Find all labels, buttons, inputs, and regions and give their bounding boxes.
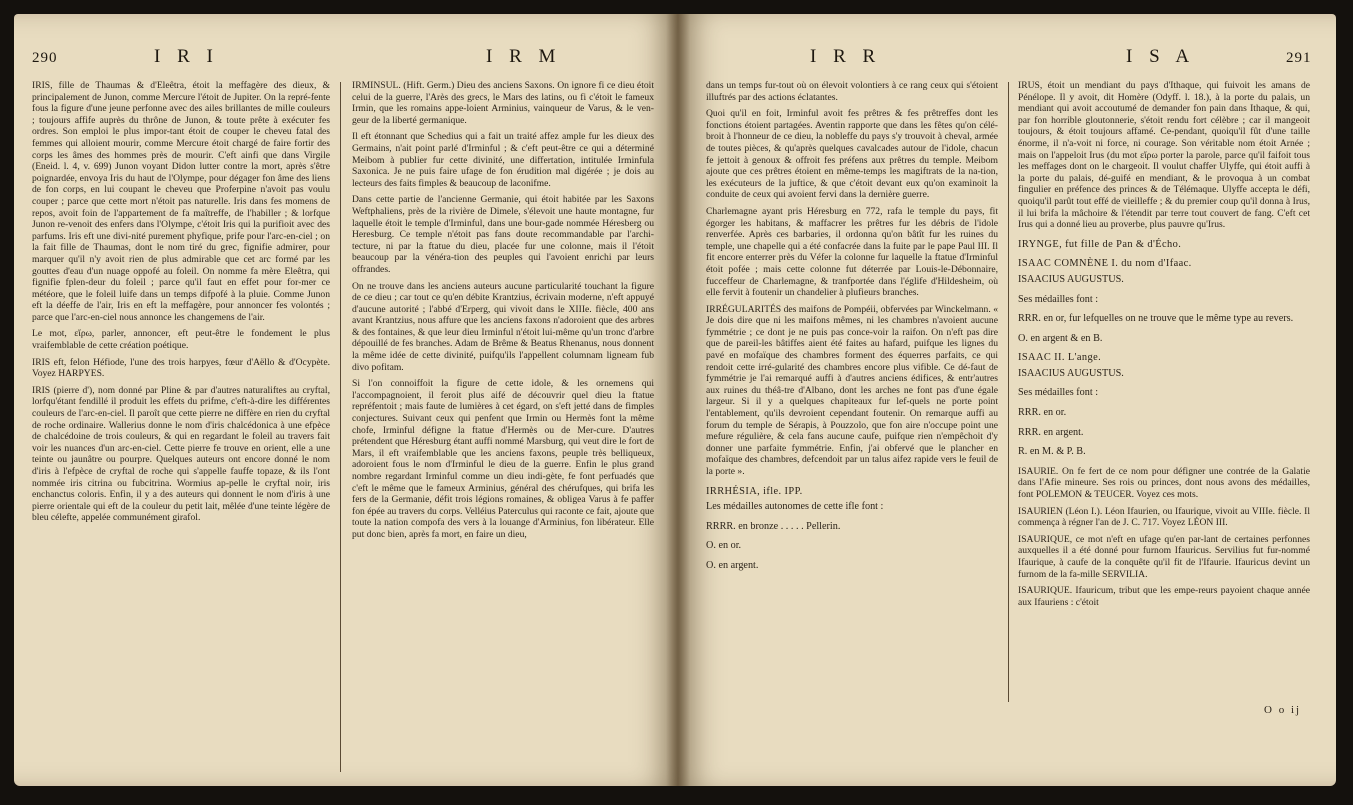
running-head-right-2: I S A xyxy=(1126,46,1196,67)
paragraph-irminsul-4: On ne trouve dans les anciens auteurs aucune particularité touchant la figure de ce dieu ; car tout ce qu'en débite Krantzius, écrivain moderne, n'eft appuyé d'aucune autorité ; l'abbé d'Erperg, qui vivoit dans le XIIIe. fiècle, 400 ans avant Krantzius, nous affure que les anciens faxons n'adoroient que des arbres & des fontaines, & que leur dieu Irminful n'étoit lui-même qu'un tronc d'arbre dépouillé de fes branches. Adam de Brême & Beatus Rhenanus, nous donnent la même idée de cette divinité, puifqu'ils l'appellent columnam ligneam fub divo pofitam. xyxy=(352,280,654,373)
entry-irrhesia: IRRHÉSIA, ifle. IPP. xyxy=(706,485,803,497)
paragraph-irminsul-3: Dans cette partie de l'ancienne Germanie, qui étoit habitée par les Saxons Weftphaliens, près de la rivière de Dimele, s'élevoit une haute montagne, fur laquelle étoit le temple d'Irminful, dans une bour-gade nommée Héresberg ou Heresburg. Ce temple n'étoit pas fans doute recommandable par l'archi-tecture, ni par la ftatue du dieu, placée fur une colonne, mais il l'étoit beaucoup par la vénéra-tion des peuples qui l'avoient enrichi par leurs offrandes. xyxy=(352,194,654,275)
isaac-medals-1-gold: RRR. en or, fur lefquelles on ne trouve que le même type au revers. xyxy=(1018,313,1294,325)
right-column-2 xyxy=(1018,80,1310,613)
entry-isaac-comnene: ISAAC COMNÈNE I. du nom d'Ifaac. xyxy=(1018,258,1192,270)
entry-iris-etymology: Le mot, εἴρω, parler, annoncer, eft peut-être le fondement le plus vraifemblable de cette création poétique. xyxy=(32,328,330,352)
irrhesia-medal-gold: O. en or. xyxy=(706,540,742,552)
irrhesia-medal-bronze: RRRR. en bronze . . . . . Pellerin. xyxy=(706,520,841,532)
entry-iris: IRIS, fille de Thaumas & d'Eleêtra, étoit la meffagère des dieux, & principalement de Junon, comme Mercure l'étoit de Jupiter. On la repré-fente fous la figure d'une jeune perfonne avec des ailes brillantes de mille couleurs ; toujours affife auprès du thrône de Junon, & toute prête à exécuter fes ordres. Son emploi le plus impor-tant étoit de couper le cheveu fatal des femmes qui alloient mourir, comme Mercure étoit chargé de faire fortir des corps les âmes des hommes près de mourir. C'eft ainfi que dans Virgile (Eneid. l. 4, v. 699) Junon voyant Didon lutter contre la mort, après s'être poignardée, envoya Iris du haut de l'Olympe, pour dégager fon âme des liens de fon corps, en lui coupant le cheveu que Proferpine n'avoit pas voulu couper ; parce que cette mort n'étoit pas naturelle. Iris dans fes momens de repos, avoit foin de l'appartement de fa maîtreffe, de l'habiller ; & lorfque Junon re-venoit des enfers dans l'Olympe, c'étoit Iris qui la purifioit avec des parfums. Iris eft une divi-nité purement phyfique, prife pour l'arc-en-ciel ; on la fait fille de Thaumas, dont le nom tiré du grec, fignifie admirer, pour marquer qu'il n'y avoit rien de plus admirable que cet arc formé par les gouttes d'eau d'un nuage oppofé au foleil. On nomme fa mère Eleêtra, qui fignifie fplen-deur du foleil ; parce qu'il faut en effet pour for-mer ce météore, que le foleil luife dans un temps difpofé à la pluie. Comme Junon eft la déeffe de l'air, Iris en eft la meffagère, pour annoncer fes volontés ; parce que l'arc-en-ciel nous annonce les changemens de l'air. xyxy=(32,80,330,323)
entry-irus: IRUS, étoit un mendiant du pays d'Ithaque, qui fuivoit les amans de Pénélope. Il y avoit, dit Homère (Odyff. l. 18.), à la porte du palais, un mendiant qui avoit accoutumé de demander fon pain dans Ithaque, & qui, par fon horrible gloutonnerie, s'étoit rendu fort célèbre ; car il mangeoit toujours, & étoit toujours affamé. Ce-pendant, quoiqu'il fût d'une taille énorme, il n'a-voit ni force, ni courage. Son véritable nom étoit Arnée ; mais on l'appeloit Irus (du mot εἴρω porter la parole, parce qu'il faifoit tous les meffages dont on le chargeoit. Il voulut chaffer Ulyffe, qui étoit auffi à la porte du palais, dé-guifé en mendiant, & le provoqua à un combat fingulier en préfence des princes & de Télémaque. Ulyffe accepta le défi, quoiqu'il parût tout effé de vieilleffe ; & du premier coup qu'il donna à Irus, il lui brifa la mâchoire & l'étendit par terre tout couvert de fang. C'eft cet Irus qui a donné lieu au proverbe, plus pauvre qu'Irus. xyxy=(1018,80,1310,231)
signature-mark: O o ij xyxy=(1264,704,1302,716)
irrhesia-medals-intro: Les médailles autonomes de cette ifle font : xyxy=(706,501,884,513)
right-page xyxy=(678,14,1336,786)
paragraph-irminsul-5: Si l'on connoiffoit la figure de cette idole, & les ornemens qui l'accompagnoient, il feroit plus aifé de découvrir quel dieu la ftatue repréfentoit ; mais faute de lumières à cet égard, on s'eft jetté dans de fimples conjectures. Suivant ceux qui penfent que Irmin ou Hermès font la même chofe, Irminful défigne la ftatue d'Hermès ou de Mer-cure. D'autres prétendent que Héresburg étant auffi nommé Marsburg, qui veut dire le fort de Mars, il eft vraifemblable que les anciens faxons, peuple très belliqueux, adoroient fous le nom d'Irminful le dieu de la guerre. Enfin le plus grand nombre regardant Irminful comme un dieu indi-gète, fe font perfuadés que c'eft le même que le fameux Arminius, général des chérufques, qui brifa les fers de la Germanie, défit trois légions romaines, & obligea Varus à fe paffer fon épée au travers du corps. Velléius Paterculus qui raconte ce fait, ajoute que toute la nation compofa des vers à la louange d'Arminius, fon libérateur. Elle put donc bien, après fa mort, en faire un dieu, xyxy=(352,378,654,540)
paragraph-irminsul-2: Il eft étonnant que Schedius qui a fait un traité affez ample fur les dieux des Germains, n'ait point parlé d'Irminful ; & c'eft peut-être ce qui a déterminé Meibom à publier fur cette divinité, une differtation, intitulée Irminfula Saxonica. Je ne puis faire ufage de fon érudition mal digérée ; je dois au lecteurs des faits fimples & beaucoup de laconifme. xyxy=(352,131,654,189)
entry-isaac-ii: ISAAC II. L'ange. xyxy=(1018,352,1102,364)
running-head-left-1: I R I xyxy=(154,46,219,67)
left-column-2 xyxy=(352,80,654,546)
isaac-medals-2-silver: RRR. en argent. xyxy=(1018,426,1084,438)
running-head-left-2: I R M xyxy=(486,46,562,67)
isaac-medals-2: Ses médailles font : xyxy=(1018,387,1099,399)
entry-irminsul: IRMINSUL. (Hift. Germ.) Dieu des anciens Saxons. On ignore fi ce dieu étoit celui de la guerre, l'Arès des grecs, le Mars des latins, ou fi c'étoit le fameux Irmin, que les romains appe-loient Arminius, vainqueur de Varus, & le ven-geur de la liberté germanique. xyxy=(352,80,654,126)
entry-irynge: IRYNGE, fut fille de Pan & d'Écho. xyxy=(1018,238,1182,250)
left-column-1 xyxy=(32,80,330,529)
paragraph-irminsul-cont: dans un temps fur-tout où on élevoit volontiers à ce rang ceux qui s'étoient illuftrés par des actions éclatantes. xyxy=(706,80,998,103)
entry-iris-harpy: IRIS eft, felon Héfiode, l'une des trois harpyes, fœur d'Aëllo & d'Ocypète. Voyez HARPYES. xyxy=(32,356,330,380)
entry-isaurique-tribute: ISAURIQUE. Ifauricum, tribut que les empe-reurs payoient chaque année aux Ifauriens : c'étoit xyxy=(1018,585,1310,608)
entry-iris-stone: IRIS (pierre d'), nom donné par Pline & par d'autres naturaliftes au cryftal, lorfqu'étant fendillé il produit les effets du prifme, c'eft-à-dire les différentes couleurs de l'arc-en-ciel. Il paroît que cette pierre ne diffère en rien du cryftal de roche ordinaire. Wallerius donne le nom d'iris chalcédonica à une efpèce de chalcédoine de trois couleurs, & qui en regardant le foleil au travers fait voir les nuances d'un arc-en-ciel. Cette pierre fe trouve en orient, elle a une teinte ou jaunâtre ou pourpre. Quelques auteurs ont encore donné le nom d'iris à l'efpèce de cryftal de roche qui s'appelle fauffe topaze, & ils l'ont nommée iris citrina ou fubcitrina. Wormius ap-pelle le cryftal noir, iris enchanctus coloris. Enfin, il y a des auteurs qui donnent le nom d'iris à une pierre orientale qui eft de la couleur du petit lait, mêlée d'une teinte légère de bleu célefte, appelée communément girafol. xyxy=(32,384,330,524)
page-number-left: 290 xyxy=(32,50,58,66)
entry-isaurie: ISAURIE. On fe fert de ce nom pour défigner une contrée de la Galatie dans l'Afie mineure. Ses rois ou princes, dont nous avons des médailles, font POLEMON & TEUCER. Voyez ces mots. xyxy=(1018,465,1310,501)
column-divider-right xyxy=(1008,82,1009,702)
column-divider-left xyxy=(340,82,341,772)
isaac-medals-2-bronze: R. en M. & P. B. xyxy=(1018,446,1086,458)
irrhesia-medal-silver: O. en argent. xyxy=(706,559,759,571)
isaac-medals-2-gold: RRR. en or. xyxy=(1018,407,1067,419)
isaac-legend-2: ISAACIUS AUGUSTUS. xyxy=(1018,367,1124,379)
right-column-1 xyxy=(706,80,998,580)
isaac-legend-1: ISAACIUS AUGUSTUS. xyxy=(1018,273,1124,285)
book-gutter xyxy=(666,14,690,786)
entry-isaurien: ISAURIEN (Léon I.). Léon Ifaurien, ou Ifaurique, vivoit au VIIIe. fiècle. Il commença à régner l'an de J. C. 717. Voyez LÉON III. xyxy=(1018,505,1310,529)
page-number-right: 291 xyxy=(1286,50,1312,66)
entry-isaurique: ISAURIQUE, ce mot n'eft en ufage qu'en par-lant de certaines perfonnes auxquelles il a été donné pour furnom Ifauricus. Servilius fut fur-nommé Ifaurique, à caufe de la conquête qu'il fit de l'Ifaurie. Ifauricus devint un furnom de la fa-mille SERVILIA. xyxy=(1018,533,1310,580)
paragraph-charlemagne: Charlemagne ayant pris Héresburg en 772, rafa le temple du pays, fit égorger les habitans, & maffacrer les prêtres fur les débris de l'idole renverfée. Après ces barbaries, il ordonna qu'on bâtît fur les ruines du temple, une chapelle qui a été confacrée dans la fuite par le pape Paul III. Il fit encore enterrer près du Véfer la colonne fur laquelle la ftatue d'Irminful étoit pofée ; mais cette colonne fut déterrée par Louis-le-Débonnaire, fucceffeur de Charlemagne, & tranfportée dans l'églife d'Hildesheim, où elle fervit à foutenir un chandelier à plufieurs branches. xyxy=(706,205,998,299)
entry-irregularites: IRRÉGULARITÉS des maifons de Pompéii, obfervées par Winckelmann. « Je dois dire que ni les maifons mêmes, ni les chambres n'avoient aucune fymmétrie ; ce dont je ne puis pas conce-voir la raifon. On n'eft pas dire que de pareil-les bâtiffes aient été faites au hafard, puifque les lignes du pavé en mofaïque des chambres forment des équerres parfaits, ce qui rendoit cette irré-gularité des chambres encore plus vifible. Ce dé-faut de fymmétrie je l'ai remarqué auffi à d'autres anciens édifices, & entr'autres aux ruines du théâ-tre d'Albano, dont les arches ne font pas d'une égale largeur. Si il y a quelques chapiteaux fur lef-quels ne porte point l'entablement, qu'ils devroient cependant foutenir. On remarque auffi au forum du temple de Sérapis, à Pouzzolo, que fon aire n'occupe point une mefure régulière, & cela fans aucune caufe, puifque rien n'empêchoit d'y donner une parfaite fymmétrie. Enfin, j'ai obfervé que le plancher en mofaïque des chambres, defcendoit par un talus aifez rapide vers le feuil de la porte ». xyxy=(706,303,998,477)
isaac-medals-1-silver: O. en argent & en B. xyxy=(1018,332,1103,344)
running-head-right-1: I R R xyxy=(810,46,882,67)
left-page xyxy=(14,14,678,786)
paragraph-irminsul-priests: Quoi qu'il en foit, Irminful avoit fes prêtres & fes prêtreffes dont les fonctions étoient partagées. Aventin rapporte que dans les fêtes qu'on célé-broit à l'honneur de ce dieu, la nobleffe du pays s'y trouvoit à cheval, armée de toutes pièces, & qu'après quelques cavalcades autour de l'idole, chacun fe jettoit à genoux & offroit fes préfens aux prêtres du temple. Meibom ajoute que ces prêtres étoient en même-temps les magiftrats de la na-tion, les exécuteurs de la juftice, & que c'étoit devant eux qu'on examinoit la conduite de ceux qui avoient fervi dans la dernière guerre. xyxy=(706,108,998,201)
isaac-medals-1: Ses médailles font : xyxy=(1018,293,1099,305)
